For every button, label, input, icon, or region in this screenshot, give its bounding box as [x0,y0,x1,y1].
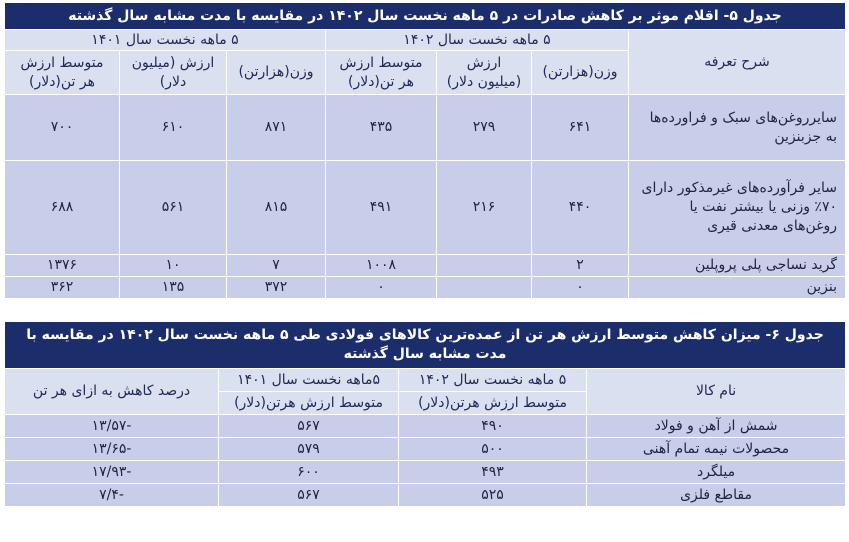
row-description: سایر فرآورده‌های غیرمذکور دارای ۷۰٪ وزنی یا بیشتر نفت یا روغن‌های معدنی قیری [629,161,846,255]
cell-percent: -۱۷/۹۳ [5,461,219,484]
cell-avg-1401: ۶۸۸ [5,161,120,255]
cell-weight-1401: ۳۷۲ [227,277,326,299]
col-header-percent: درصد کاهش به ازای هر تن [5,369,219,415]
row-item: مقاطع فلزی [587,484,846,507]
col-header-avg: متوسط ارزش هر تن(دلار) [5,51,120,95]
cell-value-1401: ۶۱۰ [120,95,227,161]
cell-value-1402: ۲۷۹ [437,95,532,161]
table-row [5,277,846,299]
col-header-avg: متوسط ارزش هر تن(دلار) [326,51,437,95]
row-description: گرید نساجی پلی پروپلین [629,255,846,277]
row-description: بنزین [629,277,846,299]
col-header-avg: متوسط ارزش هرتن(دلار) [399,392,587,415]
cell-avg-1402: ۴۹۰ [399,415,587,438]
cell-weight-1402: ۲ [532,255,629,277]
cell-percent: -۱۳/۶۵ [5,438,219,461]
cell-percent: -۷/۴ [5,484,219,507]
table-title: جدول ۵- اقلام موثر بر کاهش صادرات در ۵ ماهه نخست سال ۱۴۰۲ در مقایسه با مدت مشابه سال گذشته [5,3,846,30]
cell-weight-1401: ۷ [227,255,326,277]
table-row [5,484,846,507]
table-row [5,461,846,484]
period-header-1401: ۵ ماهه نخست سال ۱۴۰۱ [5,30,326,51]
cell-avg-1401: ۳۶۲ [5,277,120,299]
cell-avg-1401: ۱۳۷۶ [5,255,120,277]
col-header-value: ارزش (میلیون دلار) [437,51,532,95]
period-header-1402: ۵ ماهه نخست سال ۱۴۰۲ [399,369,587,392]
cell-avg-1402: ۵۲۵ [399,484,587,507]
export-decline-table [4,2,846,299]
cell-weight-1402: ۴۴۰ [532,161,629,255]
cell-avg-1401: ۷۰۰ [5,95,120,161]
cell-weight-1401: ۸۷۱ [227,95,326,161]
col-header-description: شرح تعرفه [629,30,846,95]
period-header-1401: ۵ماهه نخست سال ۱۴۰۱ [219,369,399,392]
cell-avg-1401: ۵۷۹ [219,438,399,461]
col-header-avg: متوسط ارزش هرتن(دلار) [219,392,399,415]
col-header-weight: وزن(هزارتن) [532,51,629,95]
cell-percent: -۱۳/۵۷ [5,415,219,438]
cell-value-1401: ۱۳۵ [120,277,227,299]
cell-avg-1402: ۴۹۳ [399,461,587,484]
cell-avg-1402: ۴۹۱ [326,161,437,255]
cell-value-1401: ۵۶۱ [120,161,227,255]
col-header-value: ارزش (میلیون دلار) [120,51,227,95]
cell-avg-1401: ۵۶۷ [219,415,399,438]
cell-value-1402 [437,255,532,277]
row-description: سایرروغن‌های سبک و فراورده‌ها به جزبنزین [629,95,846,161]
row-item: میلگرد [587,461,846,484]
cell-weight-1402: ۶۴۱ [532,95,629,161]
table-title: جدول ۶- میزان کاهش متوسط ارزش هر تن از عمده‌ترین کالاهای فولادی طی ۵ ماهه نخست سال ۱۴۰۲ در مقایسه با مدت مشابه سال گذشته [5,322,846,369]
cell-avg-1402: ۵۰۰ [399,438,587,461]
table-row [5,161,846,255]
cell-value-1402 [437,277,532,299]
steel-price-decline-table [4,321,846,507]
cell-value-1402: ۲۱۶ [437,161,532,255]
cell-value-1401: ۱۰ [120,255,227,277]
cell-weight-1401: ۸۱۵ [227,161,326,255]
cell-avg-1402: ۰ [326,277,437,299]
period-header-1402: ۵ ماهه نخست سال ۱۴۰۲ [326,30,629,51]
col-header-weight: وزن(هزارتن) [227,51,326,95]
row-item: شمش از آهن و فولاد [587,415,846,438]
row-item: محصولات نیمه تمام آهنی [587,438,846,461]
cell-avg-1401: ۵۶۷ [219,484,399,507]
col-header-item: نام کالا [587,369,846,415]
cell-weight-1402: ۰ [532,277,629,299]
cell-avg-1401: ۶۰۰ [219,461,399,484]
table-row [5,255,846,277]
cell-avg-1402: ۴۳۵ [326,95,437,161]
cell-avg-1402: ۱۰۰۸ [326,255,437,277]
table-row [5,438,846,461]
table-row [5,95,846,161]
table-row [5,415,846,438]
